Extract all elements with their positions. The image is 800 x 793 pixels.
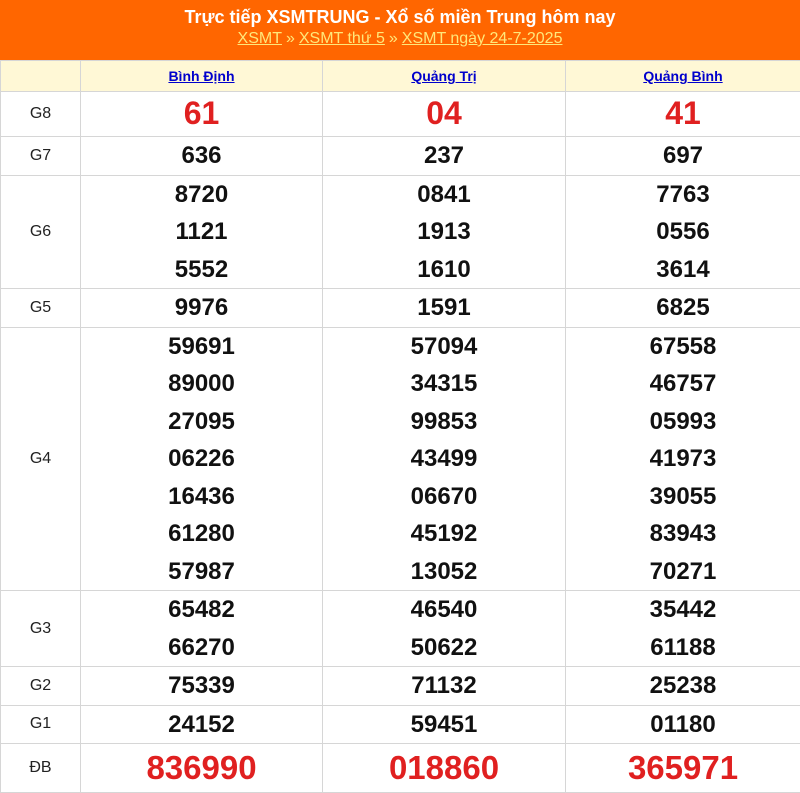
breadcrumb (0, 28, 800, 50)
prize-label: G5 (1, 289, 81, 328)
prize-number: 8720 (174, 180, 229, 208)
prize-number: 89000 (168, 370, 235, 397)
prize-number: 46540 (410, 596, 478, 623)
prize-cell (323, 744, 566, 793)
prize-cell (323, 327, 566, 591)
prize-cell (566, 327, 800, 591)
prize-row (1, 327, 800, 591)
prize-cell (81, 137, 323, 176)
prize-number: 25238 (649, 672, 717, 699)
prize-row (1, 92, 800, 137)
prize-cell (81, 327, 323, 591)
prize-number: 1913 (417, 218, 471, 245)
prize-number: 6825 (656, 294, 710, 321)
prize-number: 41 (665, 95, 701, 132)
breadcrumb-separator: » (388, 30, 398, 47)
prize-cell (566, 705, 800, 744)
prize-cell (323, 137, 566, 176)
prize-number: 697 (662, 142, 704, 169)
prize-number: 39055 (649, 482, 717, 510)
prize-number: 13052 (410, 557, 478, 585)
prize-cell (323, 591, 566, 667)
prize-cell (81, 667, 323, 706)
prize-number: 75339 (168, 672, 235, 699)
prize-number: 0841 (417, 180, 471, 208)
prize-row (1, 175, 800, 289)
prize-label: G6 (1, 175, 81, 289)
prize-cell (566, 175, 800, 289)
prize-label: G4 (1, 327, 81, 591)
prize-cell (566, 744, 800, 793)
province-header (566, 61, 800, 92)
prize-number: 61280 (168, 520, 235, 547)
province-link-quang-binh[interactable]: Quảng Bình (643, 68, 723, 84)
prize-cell (566, 92, 800, 137)
prize-table-body (1, 92, 800, 793)
prize-label: G1 (1, 705, 81, 744)
prize-number: 99853 (410, 407, 478, 435)
prize-row (1, 705, 800, 744)
prize-cell (81, 591, 323, 667)
prize-number: 237 (423, 142, 465, 169)
prize-number: 70271 (649, 557, 717, 585)
prize-cell (566, 667, 800, 706)
page-title: Trực tiếp XSMTRUNG - Xổ số miền Trung hôm nay (184, 7, 616, 27)
prize-cell (566, 289, 800, 328)
prize-number: 34315 (410, 370, 478, 397)
prize-cell (323, 289, 566, 328)
prize-number: 71132 (411, 672, 477, 699)
prize-cell (566, 591, 800, 667)
prize-number: 01180 (650, 710, 716, 738)
prize-number: 018860 (388, 749, 500, 787)
prize-number: 61 (183, 95, 220, 132)
prize-number: 636 (181, 142, 222, 169)
province-header (81, 61, 323, 92)
prize-cell (81, 92, 323, 137)
prize-number: 3614 (656, 255, 710, 283)
breadcrumb-xsmt-date[interactable]: XSMT ngày 24-7-2025 (401, 30, 563, 47)
prize-cell (566, 137, 800, 176)
province-link-quang-tri[interactable]: Quảng Trị (411, 68, 477, 84)
prize-number: 05993 (649, 407, 717, 435)
prize-cell (323, 92, 566, 137)
prize-cell (323, 705, 566, 744)
prize-number: 35442 (649, 596, 717, 623)
prize-number: 59451 (410, 710, 478, 738)
prize-label: G8 (1, 92, 81, 137)
prize-cell (323, 175, 566, 289)
prize-number: 06670 (410, 482, 478, 510)
province-link-binh-dinh[interactable]: Bình Định (168, 68, 235, 84)
prize-row (1, 591, 800, 667)
prize-number: 43499 (410, 445, 478, 472)
prize-number: 365971 (627, 749, 739, 787)
prize-number: 41973 (649, 445, 717, 472)
province-header-row (1, 61, 800, 92)
breadcrumb-xsmt[interactable]: XSMT (237, 30, 282, 47)
prize-number: 9976 (174, 294, 229, 321)
prize-number: 1591 (417, 294, 471, 321)
prize-number: 836990 (146, 749, 257, 787)
prize-number: 16436 (168, 482, 235, 510)
prize-number: 06226 (168, 445, 235, 472)
prize-number: 1610 (417, 255, 471, 283)
prize-number: 83943 (649, 520, 717, 547)
prize-number: 57094 (410, 332, 478, 360)
corner-cell (1, 61, 81, 92)
prize-number: 04 (426, 95, 462, 132)
prize-number: 50622 (410, 633, 478, 661)
page-header (0, 0, 800, 60)
prize-number: 7763 (656, 180, 710, 208)
prize-cell (323, 667, 566, 706)
prize-number: 59691 (168, 332, 235, 360)
prize-number: 27095 (168, 407, 235, 435)
breadcrumb-xsmt-thu-5[interactable]: XSMT thứ 5 (298, 30, 385, 47)
prize-number: 61188 (650, 633, 716, 661)
prize-number: 67558 (649, 332, 717, 360)
breadcrumb-separator: » (285, 30, 295, 47)
prize-number: 66270 (168, 633, 235, 661)
prize-label: G3 (1, 591, 81, 667)
prize-label: ĐB (1, 744, 81, 793)
prize-cell (81, 175, 323, 289)
prize-number: 5552 (174, 255, 229, 283)
prize-number: 45192 (410, 520, 478, 547)
prize-number: 46757 (649, 370, 717, 397)
prize-cell (81, 744, 323, 793)
province-header (323, 61, 566, 92)
prize-cell (81, 705, 323, 744)
prize-row (1, 289, 800, 328)
prize-number: 0556 (656, 218, 710, 245)
prize-number: 1121 (175, 218, 228, 245)
prize-number: 65482 (168, 596, 235, 623)
prize-cell (81, 289, 323, 328)
results-table (0, 60, 800, 793)
prize-number: 57987 (168, 557, 235, 585)
prize-row (1, 744, 800, 793)
prize-label: G2 (1, 667, 81, 706)
prize-label: G7 (1, 137, 81, 176)
prize-row (1, 667, 800, 706)
prize-row (1, 137, 800, 176)
prize-number: 24152 (168, 710, 235, 738)
